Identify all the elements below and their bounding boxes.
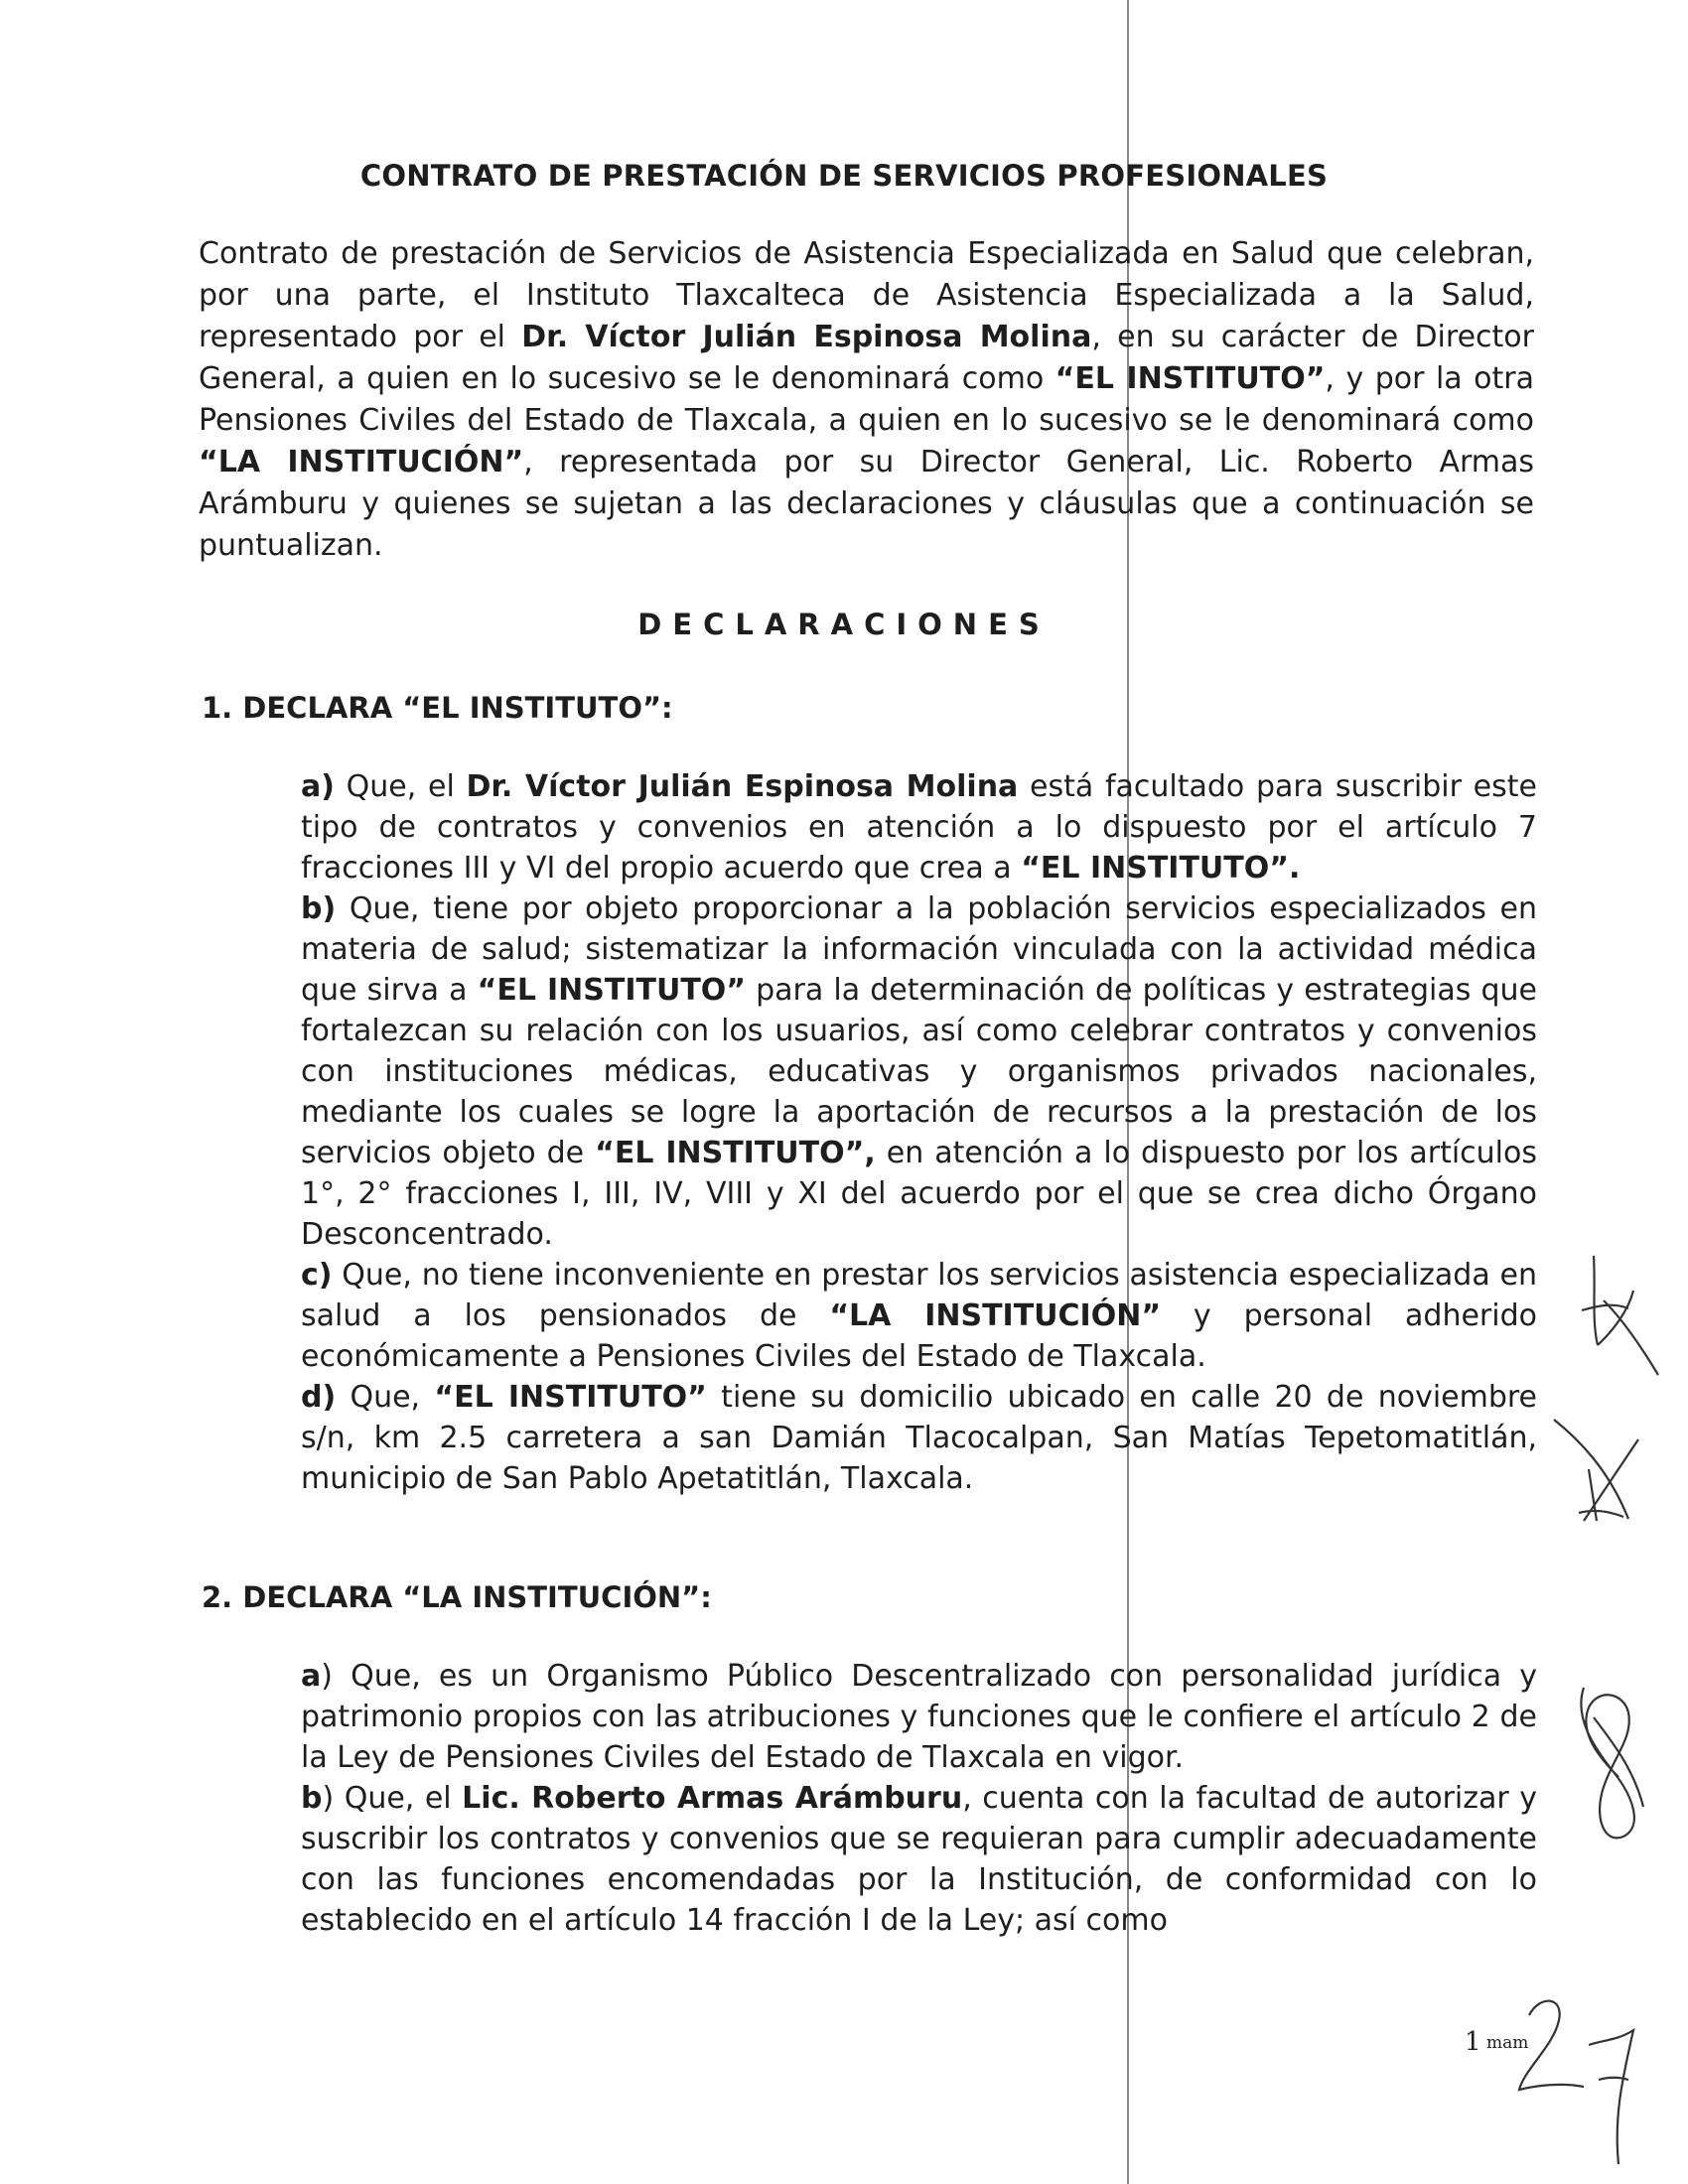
handwritten-signature-mark bbox=[1564, 1678, 1663, 1846]
clause-1a bbox=[301, 766, 1537, 888]
clause-marker: b bbox=[301, 1781, 323, 1816]
clause-2a bbox=[301, 1656, 1537, 1778]
clause-bold: “EL INSTITUTO”, bbox=[595, 1136, 876, 1170]
clause-text: tiene su domicilio ubicado en calle 20 de noviembre s/n, km 2.5 carretera a san Damián Tlacocalpan, San Matías Tepetomatitlán, municipio de San Pablo Apetatitlán, Tlaxcala. bbox=[301, 1380, 1538, 1496]
section-2-items bbox=[301, 1656, 1537, 1941]
clause-text: en atención a lo dispuesto por los artículos 1°, 2° fracciones I, III, IV, VIII y XI del acuerdo por el que se crea dicho Órgano Desconcentrado. bbox=[301, 1136, 1537, 1252]
section-1-heading: 1. DECLARA “EL INSTITUTO”: bbox=[202, 691, 673, 725]
clause-bold: “EL INSTITUTO”. bbox=[1021, 851, 1301, 886]
clause-bold: “EL INSTITUTO” bbox=[477, 973, 747, 1008]
intro-paragraph bbox=[199, 233, 1534, 567]
page-handwritten-note: mam bbox=[1486, 2033, 1529, 2053]
clause-bold: Lic. Roberto Armas Arámburu bbox=[462, 1781, 963, 1816]
clause-bold: “LA INSTITUCIÓN” bbox=[829, 1298, 1162, 1333]
section-1-items bbox=[301, 766, 1537, 1499]
intro-text: Contrato de prestación de Servicios de Asistencia Especializada en Salud que celebran, por una parte, el Instituto Tlaxcalteca de Asistencia Especializada a la Salud, representado por el bbox=[199, 236, 1534, 354]
clause-text: Que, no tiene inconveniente en prestar los servicios asistencia especializada en salud a los pensionados de bbox=[301, 1258, 1537, 1333]
clause-2b bbox=[301, 1778, 1537, 1941]
clause-marker: c) bbox=[301, 1258, 333, 1293]
intro-bold: “EL INSTITUTO” bbox=[1055, 361, 1326, 396]
intro-bold: “LA INSTITUCIÓN” bbox=[199, 445, 524, 479]
clause-text: ) Que, es un Organismo Público Descentralizado con personalidad jurídica y patrimonio propios con las atribuciones y funciones que le confiere el artículo 2 de la Ley de Pensiones Civiles del Estado de Tlaxcala en vigor. bbox=[301, 1659, 1537, 1775]
clause-text: , cuenta con la facultad de autorizar y suscribir los contratos y convenios que se requieran para cumplir adecuadamente con las funciones encomendadas por la Institución, de conformidad con lo establecido en el artículo 14 fracción I de la Ley; así como bbox=[301, 1781, 1537, 1938]
clause-text: Que, el bbox=[334, 769, 467, 804]
clause-text: está facultado para suscribir este tipo de contratos y convenios en atención a lo dispuesto por el artículo 7 fracciones III y VI del propio acuerdo que crea a bbox=[301, 769, 1537, 886]
clause-text: Que, bbox=[336, 1380, 435, 1415]
handwritten-initial-mark bbox=[1574, 1251, 1663, 1380]
page-number: 1 bbox=[1465, 2027, 1481, 2057]
clause-bold: Dr. Víctor Julián Espinosa Molina bbox=[466, 769, 1019, 804]
intro-text: , en su carácter de Director General, a quien en lo sucesivo se le denominará como bbox=[199, 320, 1534, 396]
clause-1b bbox=[301, 888, 1537, 1255]
clause-marker: a) bbox=[301, 769, 335, 804]
handwritten-initial-mark bbox=[1549, 1410, 1668, 1529]
clause-text: y personal adherido económicamente a Pensiones Civiles del Estado de Tlaxcala. bbox=[301, 1298, 1537, 1374]
clause-text: ) Que, el bbox=[322, 1781, 463, 1816]
clause-text: para la determinación de políticas y estrategias que fortalezcan su relación con los usuarios, así como celebrar contratos y convenios con instituciones médicas, educativas y organismos privados nacionales, mediante los cuales se logre la aportación de recursos a la prestación de los servicios objeto de bbox=[301, 973, 1538, 1170]
clause-1d bbox=[301, 1377, 1537, 1499]
intro-text: , representada por su Director General, Lic. Roberto Armas Arámburu y quienes se sujetan a las declaraciones y cláusulas que a continuación se puntualizan. bbox=[199, 445, 1535, 563]
intro-bold: Dr. Víctor Julián Espinosa Molina bbox=[521, 320, 1092, 354]
clause-bold: “EL INSTITUTO” bbox=[434, 1380, 707, 1415]
clause-text: Que, tiene por objeto proporcionar a la población servicios especializados en materia de salud; sistematizar la información vinculada con la actividad médica que sirva a bbox=[301, 891, 1537, 1008]
declaraciones-heading: DECLARACIONES bbox=[637, 608, 1051, 641]
clause-1c bbox=[301, 1255, 1537, 1377]
clause-marker: b) bbox=[301, 891, 337, 926]
intro-text: , y por la otra Pensiones Civiles del Estado de Tlaxcala, a quien en lo sucesivo se le denominará como bbox=[199, 361, 1534, 438]
clause-marker: d) bbox=[301, 1380, 337, 1415]
clause-marker: a bbox=[301, 1659, 322, 1694]
section-2-heading: 2. DECLARA “LA INSTITUCIÓN”: bbox=[202, 1580, 712, 1614]
document-title: CONTRATO DE PRESTACIÓN DE SERVICIOS PROFESIONALES bbox=[359, 159, 1329, 193]
handwritten-signature-mark bbox=[1509, 1985, 1658, 2174]
